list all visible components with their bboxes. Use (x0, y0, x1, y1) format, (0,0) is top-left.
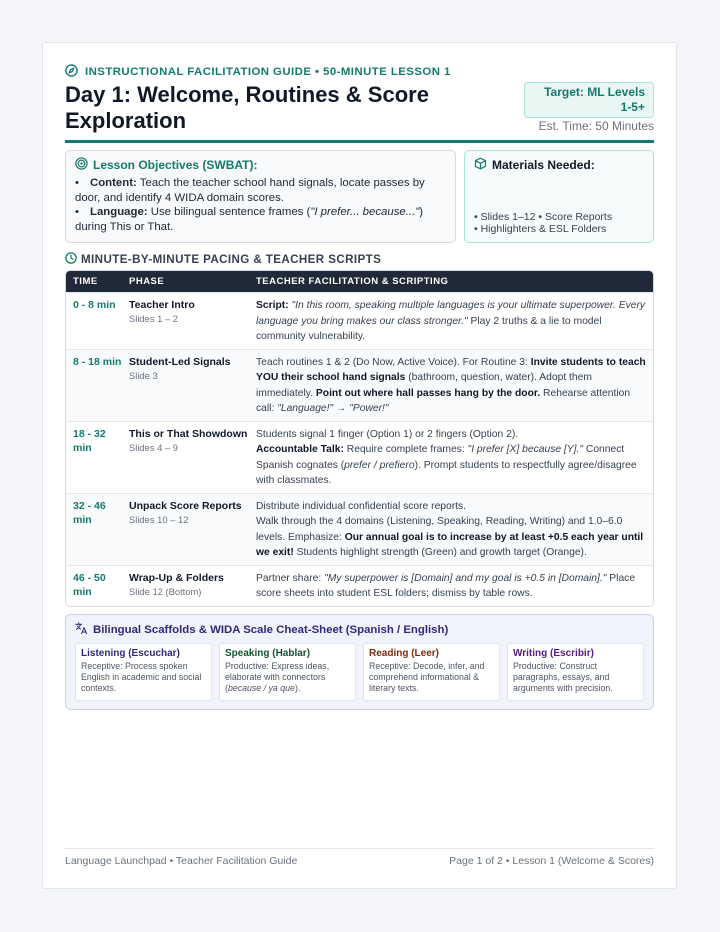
objective-item: • Language: Use bilingual sentence frames ("I prefer... because...") during This or That. (75, 206, 424, 233)
document-page (42, 42, 677, 889)
row-slides: Slides 10 – 12 (129, 513, 189, 525)
eyebrow-text: INSTRUCTIONAL FACILITATION GUIDE • 50-MINUTE LESSON 1 (85, 66, 451, 78)
row-script: Script: "In this room, speaking multiple languages is your ultimate superpower. Every language you bring makes our class stronger." Play 2 truths & a lie to model community vulnerability. (256, 300, 646, 342)
domain-title: Listening (Escuchar) (81, 647, 180, 659)
table-row (66, 349, 653, 421)
footer-right: Page 1 of 2 • Lesson 1 (Welcome & Scores) (449, 855, 654, 867)
domain-desc: Receptive: Process spoken English in academic and social contexts. (81, 660, 202, 693)
row-time: 46 - 50 min (73, 571, 106, 598)
estimated-time: Est. Time: 50 Minutes (538, 119, 654, 133)
pacing-heading: MINUTE-BY-MINUTE PACING & TEACHER SCRIPTS (65, 252, 654, 266)
materials-card (464, 150, 654, 243)
row-script: Teach routines 1 & 2 (Do Now, Active Voice). For Routine 3: Invite students to teach YOU their school hand signals (bathroom, question, water). Adopt them immediately. Point out where hall passes hang by the door. Rehearse attention call: "Language!" → "Power!" (256, 356, 646, 414)
row-script: Distribute individual confidential score reports. Walk through the 4 domains (Listening, Speaking, Reading, Writing) and 1.0–6.0 levels. Emphasize: Our annual goal is to increase by at least +0.5 each year until we exit! Students highlight strength (Green) and growth target (Orange). (256, 500, 644, 558)
table-row (66, 493, 653, 565)
row-slides: Slide 3 (129, 369, 158, 381)
row-phase: This or That Showdown (129, 427, 248, 440)
objectives-heading: Lesson Objectives (SWBAT): (93, 158, 258, 172)
column-header: TEACHER FACILITATION & SCRIPTING (256, 276, 449, 287)
row-time: 18 - 32 min (73, 427, 106, 454)
row-phase: Unpack Score Reports (129, 499, 242, 512)
materials-heading: Materials Needed: (492, 158, 595, 172)
column-header: PHASE (129, 276, 165, 287)
domain-card-speaking (219, 643, 356, 701)
guide-eyebrow (65, 65, 654, 79)
row-time: 8 - 18 min (73, 355, 122, 368)
domain-desc: Productive: Construct paragraphs, essays, and arguments with precision. (513, 660, 613, 693)
domain-title: Writing (Escribir) (513, 647, 594, 659)
row-script: Partner share: "My superpower is [Domain] and my goal is +0.5 in [Domain]." Place score sheets into student ESL folders; dismiss by table rows. (256, 572, 636, 599)
domain-card-listening (75, 643, 212, 701)
domain-card-reading (363, 643, 500, 701)
row-script: Students signal 1 finger (Option 1) or 2 fingers (Option 2). Accountable Talk: Require complete frames: "I prefer [X] because [Y]." Connect Spanish cognates (prefer / prefiero). Prompt students to respectfully agree/disagree with classmates. (256, 428, 637, 486)
compass-icon (65, 64, 78, 80)
objectives-card (65, 150, 456, 243)
row-slides: Slides 1 – 2 (129, 313, 178, 324)
pacing-table (65, 270, 654, 607)
row-phase: Student-Led Signals (129, 355, 231, 368)
domain-desc: Productive: Express ideas, elaborate with connectors (because / ya que). (225, 660, 330, 693)
scaffolds-heading: Bilingual Scaffolds & WIDA Scale Cheat-Sheet (Spanish / English) (93, 623, 449, 636)
page-title: Day 1: Welcome, Routines & Score Exploration (65, 82, 429, 133)
row-phase: Wrap-Up & Folders (129, 571, 224, 584)
table-row (66, 421, 653, 493)
materials-line: • Slides 1–12 • Score Reports (474, 211, 613, 223)
translate-icon (75, 622, 88, 638)
footer-left: Language Launchpad • Teacher Facilitation Guide (65, 855, 298, 867)
clock-icon (65, 252, 77, 267)
target-badge: Target: ML Levels 1-5+ (524, 82, 654, 118)
table-header (66, 271, 653, 292)
row-slides: Slide 12 (Bottom) (129, 585, 202, 597)
header-divider (65, 140, 654, 143)
page-footer (65, 848, 654, 867)
row-time: 0 - 8 min (73, 299, 116, 311)
row-phase: Teacher Intro (129, 299, 195, 311)
row-slides: Slides 4 – 9 (129, 441, 178, 453)
column-header: TIME (73, 276, 98, 287)
table-row (66, 292, 653, 349)
row-time: 32 - 46 min (73, 499, 106, 526)
domain-title: Reading (Leer) (369, 647, 440, 659)
target-icon (75, 157, 88, 173)
materials-line: • Highlighters & ESL Folders (474, 223, 607, 235)
domain-title: Speaking (Hablar) (225, 647, 311, 659)
domain-card-writing (507, 643, 644, 701)
scaffolds-panel (65, 614, 654, 710)
table-row (66, 565, 653, 606)
box-icon (474, 157, 487, 173)
domain-desc: Receptive: Decode, infer, and comprehend informational & literary texts. (369, 660, 485, 693)
objective-item: • Content: Teach the teacher school hand signals, locate passes by door, and identify 4 WIDA domain scores. (75, 177, 425, 204)
